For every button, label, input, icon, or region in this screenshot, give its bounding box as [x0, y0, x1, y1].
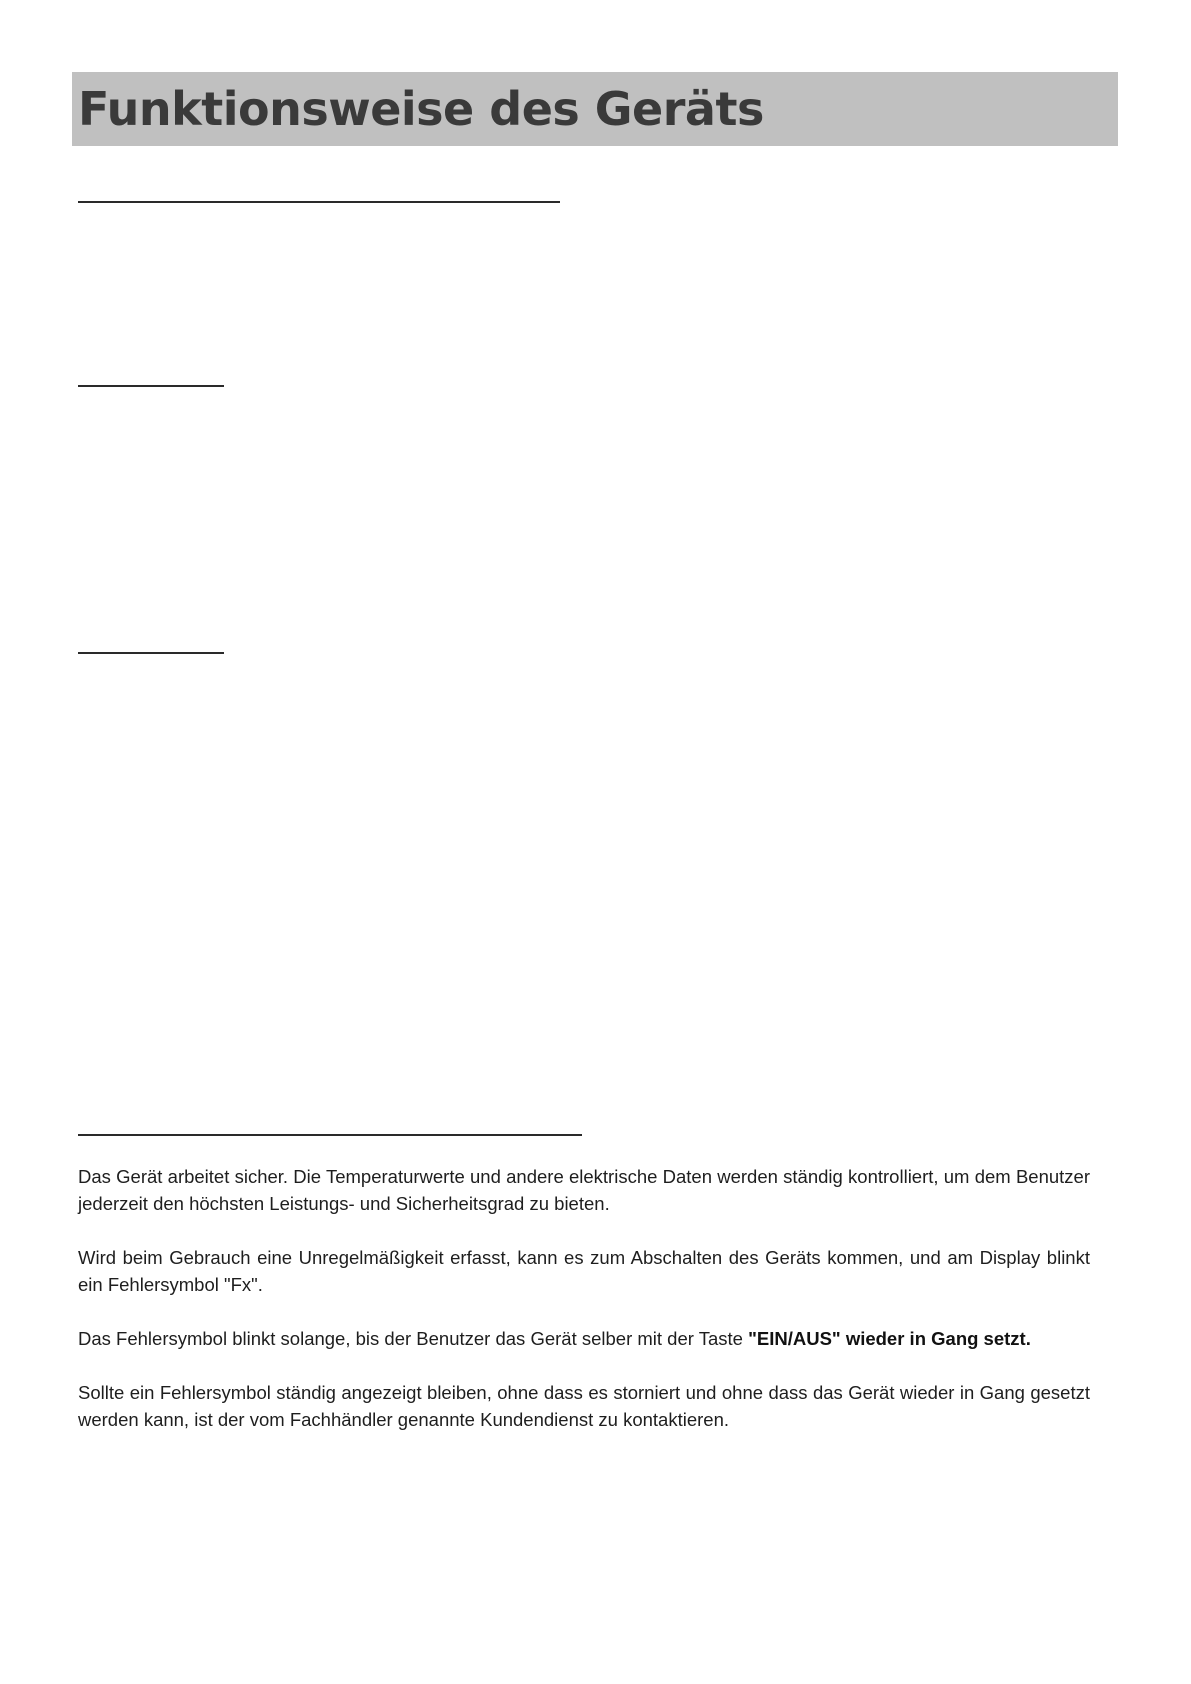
- paragraph-error-reset: [78, 1325, 1090, 1352]
- page-title-bar: [72, 72, 1118, 146]
- paragraph-error-reset-text: Das Fehlersymbol blinkt solange, bis der Benutzer das Gerät selber mit der Taste: [78, 1328, 749, 1349]
- paragraph-service: Sollte ein Fehlersymbol ständig angezeigt bleiben, ohne dass es storniert und ohne dass das Gerät wieder in Gang gesetzt werden kann, ist der vom Fachhändler genannte Kundendienst zu kontaktieren.: [78, 1382, 1090, 1430]
- paragraph-error-detection: Wird beim Gebrauch eine Unregelmäßigkeit erfasst, kann es zum Abschalten des Geräts kommen, und am Display blinkt ein Fehlersymbol "Fx".: [78, 1247, 1090, 1295]
- paragraph-error-reset-bold: "EIN/AUS" wieder in Gang setzt.: [748, 1328, 1031, 1349]
- section-divider-2: [78, 385, 224, 387]
- section-divider-1: [78, 201, 560, 203]
- section-divider-4: [78, 1134, 582, 1136]
- page-title: Funktionsweise des Geräts: [78, 82, 764, 136]
- section-divider-3: [78, 652, 224, 654]
- paragraph-safety: Das Gerät arbeitet sicher. Die Temperaturwerte und andere elektrische Daten werden ständig kontrolliert, um dem Benutzer jederzeit den höchsten Leistungs- und Sicherheitsgrad zu bieten.: [78, 1166, 1090, 1214]
- body-text: [78, 1163, 1090, 1433]
